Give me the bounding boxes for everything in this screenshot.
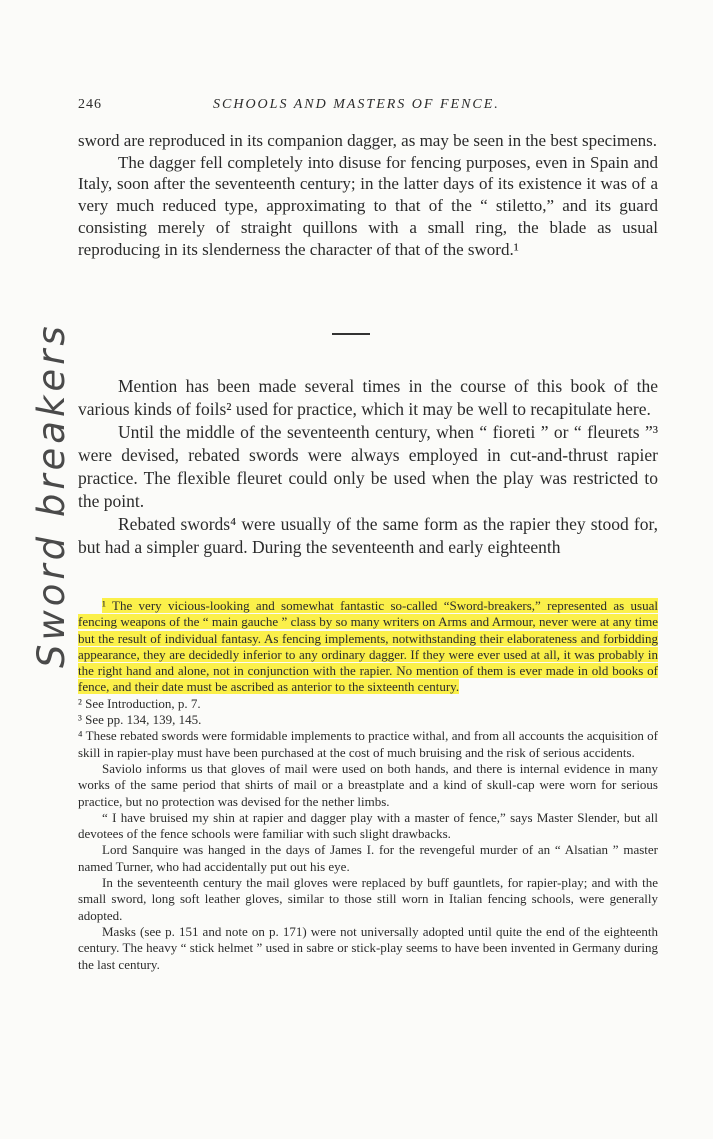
footnotes bbox=[78, 598, 658, 973]
footnote: Masks (see p. 151 and note on p. 171) were not universally adopted until quite the end of the eighteenth century. The heavy “ stick helmet ” used in sabre or stick-play seems to have been invented in Germany during the last century. bbox=[78, 923, 658, 972]
paragraph: The dagger fell completely into disuse for fencing purposes, even in Spain and Italy, soon after the seventeenth century; in the latter days of its existence it was of a very much reduced type, approximating to that of the “ stiletto,” and its guard consisting merely of straight quillons with a small ring, the blade as usual reproducing in its slenderness the character of that of the sword.¹ bbox=[78, 152, 658, 259]
opening-paragraphs bbox=[78, 130, 658, 260]
handwritten-margin-note: Sword breakers bbox=[30, 322, 73, 668]
running-title: SCHOOLS AND MASTERS OF FENCE. bbox=[213, 97, 500, 112]
highlighted-footnote: ¹ The very vicious-looking and somewhat fantastic so-called “Sword-breakers,” represented as usual fencing weapons of the “ main gauche ” class by so many writers on Arms and Armour, never were at any time but the result of individual fantasy. As fencing implements, notwithstanding their elaborateness and forbidding appearance, they are decidedly inferior to any ordinary dagger. If they were ever used at all, it was probably in the right hand and alone, not in conjunction with the rapier. No mention of them is ever made in old books of fence, and their date must be ascribed as anterior to the sixteenth century. bbox=[78, 598, 658, 695]
footnote: ⁴ These rebated swords were formidable implements to practice withal, and from all accounts the acquisition of skill in rapier-play must have been purchased at the cost of much bruising and the risk of serious accidents. bbox=[78, 728, 658, 760]
footnote: Lord Sanquire was hanged in the days of James I. for the revengeful murder of an “ Alsatian ” master named Turner, who had accidentally put out his eye. bbox=[78, 842, 658, 874]
section-divider bbox=[332, 333, 370, 335]
footnote: “ I have bruised my shin at rapier and dagger play with a master of fence,” says Master Slender, but all devotees of the fence schools were familiar with such slight drawbacks. bbox=[78, 809, 658, 842]
footnote: ² See Introduction, p. 7. bbox=[78, 695, 201, 711]
paragraph: sword are reproduced in its companion dagger, as may be seen in the best specimens. bbox=[78, 131, 658, 150]
page-header bbox=[78, 97, 658, 117]
main-paragraphs bbox=[78, 375, 658, 559]
footnote: Saviolo informs us that gloves of mail were used on both hands, and there is internal evidence in many works of the same period that shirts of mail or a breastplate and a kind of skull-cap were worn for serious practice, but no protection was devised for the nether limbs. bbox=[78, 760, 658, 809]
paragraph: Until the middle of the seventeenth century, when “ fioreti ” or “ fleurets ”³ were devised, rebated swords were always employed in cut-and-thrust rapier practice. The flexible fleuret could only be used when the play was restricted to the point. bbox=[78, 422, 658, 511]
paragraph: Rebated swords⁴ were usually of the same form as the rapier they stood for, but had a simpler guard. During the seventeenth and early eighteenth bbox=[78, 514, 658, 557]
footnote: ³ See pp. 134, 139, 145. bbox=[78, 712, 202, 728]
paragraph: Mention has been made several times in the course of this book of the various kinds of foils² used for practice, which it may be well to recapitulate here. bbox=[78, 376, 658, 419]
page-number: 246 bbox=[78, 97, 102, 112]
footnote: In the seventeenth century the mail gloves were replaced by buff gauntlets, for rapier-play; and with the small sword, long soft leather gloves, similar to those still worn in Italian fencing schools, were generally adopted. bbox=[78, 875, 658, 923]
